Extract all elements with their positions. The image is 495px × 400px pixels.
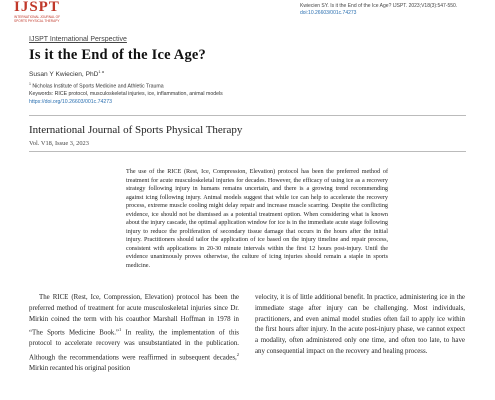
body-left-text-1: The RICE (Rest, Ice, Compression, Elevation) protocol has been the preferred method of treatment for acute musculoskeletal injuries since Dr. Mirkin coined the term with his coauthor Marshall Hoffman in 1978 in “The Sports Medicine Book.” xyxy=(29,294,239,337)
citation-text: Kwiecien SY. Is it the End of the Ice Age? IJSPT. 2023;V18(3):547-550. xyxy=(300,3,458,9)
doi-link[interactable]: https://doi.org/10.26603/001c.74273 xyxy=(29,99,113,105)
divider-bottom xyxy=(29,151,466,152)
abstract: The use of the RICE (Rest, Ice, Compression, Elevation) protocol has been the preferred method of treatment for acute musculoskeletal injuries for decades. However, the efficacy of using ice as a recovery strategy following injury in humans remains uncertain, and there is a growing trend recommending against icing following injury. Animal models suggest that while ice can help to accelerate the recovery process, extreme muscle cooling might delay repair and increase muscle scarring. Despite the conflicting evidence, ice should not be dismissed as a potential treatment option. When considering what is known about the injury cascade, the optimal application window for ice is in the immediate acute stage following injury to reduce the proliferation of secondary tissue damage that occurs in the hours after the initial injury. Practitioners should tailor the application of ice based on the injury timeline and repair process, consistent with applications in 20-30 minute intervals within the first 12 hours post-injury. Until the evidence unanimously proves otherwise, the culture of icing injuries should remain a staple in sports medicine. xyxy=(126,169,388,269)
author-line xyxy=(29,69,104,78)
affiliation-text: Nicholas Institute of Sports Medicine and Athletic Trauma xyxy=(32,83,164,90)
affiliation-mark: 1 xyxy=(29,82,31,86)
ref-sup-1[interactable]: 1 xyxy=(119,327,122,333)
logo-tagline: INTERNATIONAL JOURNAL OF SPORTS PHYSICAL THERAPY xyxy=(14,15,61,23)
citation-doi-link[interactable]: doi:10.26603/001c.74273 xyxy=(300,10,357,16)
journal-logo xyxy=(14,0,74,24)
body-left-text-2: In reality, the implementation of this protocol to accelerate recovery was unsubstantiated in the publication. Although the recommendations were reaffirmed in subsequent decades, xyxy=(29,329,239,362)
journal-name: International Journal of Sports Physical Therapy xyxy=(29,124,243,136)
ref-sup-2[interactable]: 2 xyxy=(236,352,239,358)
body-column-left xyxy=(29,293,239,375)
divider-top xyxy=(29,115,466,116)
body-left-text-3: Mirkin recanted his original position xyxy=(29,365,131,373)
section-label[interactable]: IJSPT International Perspective xyxy=(29,36,127,43)
citation-header xyxy=(300,3,457,17)
article-title: Is it the End of the Ice Age? xyxy=(29,47,206,63)
body-column-right: velocity, it is of little additional benefit. In practice, administering ice in the immediate stage after injury can be challenging. Most individuals, practitioners, and even animal model studies often fail to apply ice within the first hours after injury. In the acute post-injury phase, we cannot expect a modality, often administered only one time, and often too late, to have any consequential impact on the recovery and healing process. xyxy=(255,294,465,355)
affiliation xyxy=(29,82,164,90)
logo-mark: IJSPT xyxy=(14,0,60,15)
author-name: Susan Y Kwiecien, PhD xyxy=(29,71,99,79)
author-marks: 1 a xyxy=(98,69,104,74)
keywords: Keywords: RICE protocol, musculoskeletal injuries, ice, inflammation, animal models xyxy=(29,91,223,97)
journal-volume: Vol. V18, Issue 3, 2023 xyxy=(29,140,89,147)
